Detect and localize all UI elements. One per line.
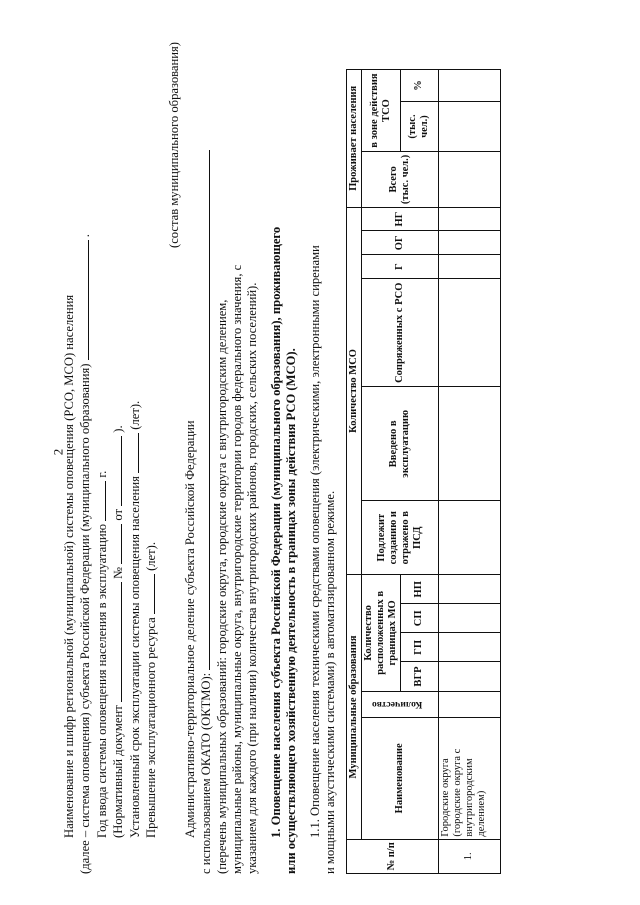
th-count: Количество	[361, 691, 438, 717]
intro-line-1: Наименование и шифр региональной (муниципальной) системы оповещения (РСО, МСО) населения	[62, 294, 76, 838]
th-sp: СП	[400, 604, 438, 633]
admin-line-4: муниципальные районы, муниципальные округа, внутригородские территории городов федерального значения, с	[230, 264, 245, 874]
admin-line-3: (перечень муниципальных образований: городские округа, городские округа с внутригородским делением,	[214, 299, 229, 874]
row-num: 1.	[438, 839, 500, 873]
row-name: Городские округа (городские округа с внутригородским делением)	[438, 717, 500, 839]
intro-block	[62, 32, 159, 874]
admin-block	[167, 32, 260, 874]
mso-table	[346, 69, 501, 874]
th-conj: Сопряженных с РСО	[361, 279, 438, 387]
th-mso: Количество МСО	[346, 207, 361, 575]
th-og: ОГ	[361, 231, 438, 255]
section1-heading	[269, 32, 300, 874]
intro-line-4: (Нормативный документ № от ).	[111, 425, 126, 838]
sub11-line-1: 1.1. Оповещение населения техническими средствами оповещения (электрическими, электронными сиренами	[307, 245, 322, 838]
th-mo: Муниципальные образования	[346, 575, 361, 839]
th-thou: (тыс. чел.)	[400, 101, 438, 151]
admin-line-2: с использованием ОКАТО (ОКТМО):	[198, 32, 214, 874]
th-located: Количество расположенных в границах МО	[361, 575, 400, 691]
admin-line-5: указанием для каждого (при наличии) количества внутригородских районов, городских, сельских поселений).	[245, 282, 260, 874]
th-ng: НГ	[361, 207, 438, 231]
subsection-1-1	[308, 32, 339, 874]
th-np: НП	[400, 575, 438, 604]
th-gp: ГП	[400, 633, 438, 662]
table-row	[438, 70, 500, 874]
th-live: Проживает населения	[346, 70, 361, 208]
th-vgr: ВГР	[400, 662, 438, 691]
th-total: Всего (тыс. чел.)	[361, 152, 438, 208]
section1-heading-line-1: 1. Оповещение населения субъекта Российской Федерации (муниципального образования), проживающего	[268, 226, 283, 838]
th-num: № п/п	[346, 839, 438, 873]
th-intro: Введено в эксплуатацию	[361, 387, 438, 501]
intro-line-6: Превышение эксплуатационного ресурса (лет).	[144, 542, 159, 838]
sub11-line-2: и мощными акустическими системами) в автоматизированном режиме.	[323, 490, 338, 874]
section1-heading-line-2: или осуществляющего хозяйственную деятельность в границах зоны действия РСО (МСО).	[284, 348, 299, 874]
admin-paren: (состав муниципального образования)	[167, 42, 182, 248]
th-g: Г	[361, 255, 438, 279]
rotated-document-content	[62, 32, 617, 874]
th-name: Наименование	[361, 717, 438, 839]
th-pct: %	[400, 70, 438, 102]
intro-line-5: Установленный срок эксплуатации системы оповещения населения (лет).	[127, 400, 142, 838]
th-zone: в зоне действия ТСО	[361, 70, 400, 152]
page-number: 2	[50, 448, 65, 456]
intro-line-2: (далее – система оповещения) субъекта Российской Федерации (муниципального образования) .	[78, 234, 93, 874]
intro-line-3: Год ввода системы оповещения населения в эксплуатацию г.	[94, 470, 109, 838]
admin-line-1: Административно-территориальное деление субъекта Российской Федерации	[182, 420, 197, 838]
th-subject: Подлежит созданию и отражено в ПСД	[361, 501, 438, 575]
